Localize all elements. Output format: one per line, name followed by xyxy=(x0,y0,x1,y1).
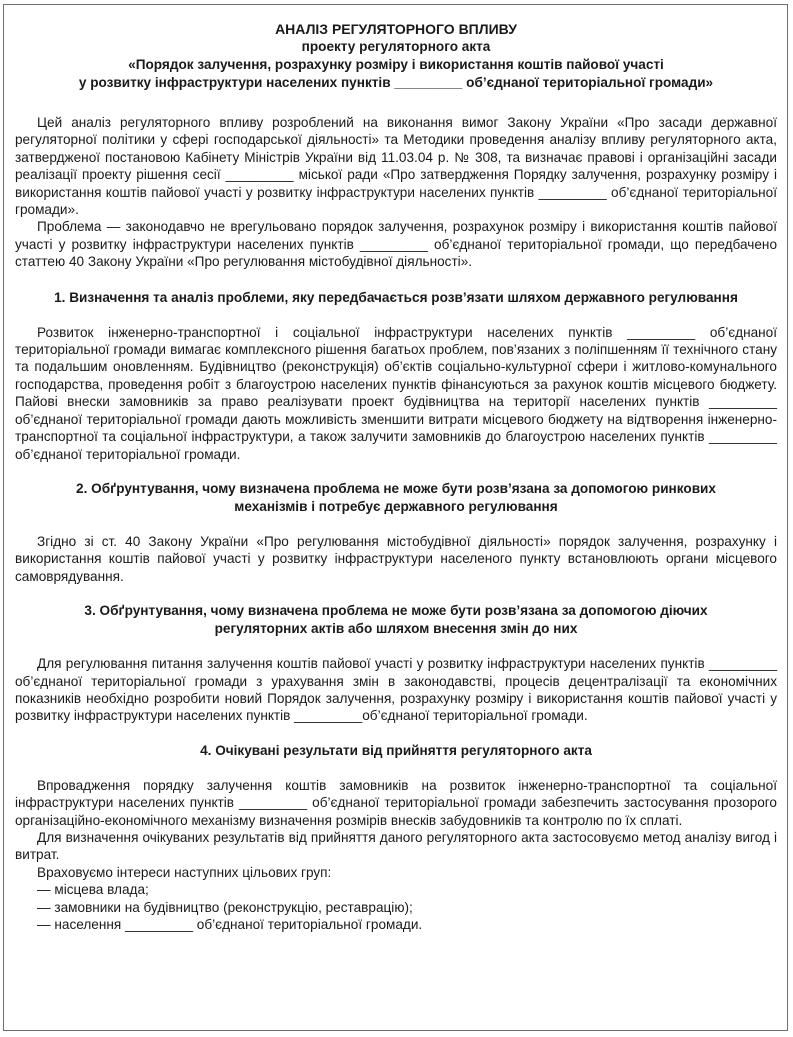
intro-paragraph-2: Проблема — законодавчо не врегульовано порядок залучення, розрахунок розміру і використання коштів пайової участі у розвитку інфраструктури населених пунктів _________ об’єднаної територіальної громади, що передбачено статтею 40 Закону України «Про регулювання містобудівної діяльності». xyxy=(15,219,777,270)
section-3-paragraph: Для регулювання питання залучення коштів пайової участі у розвитку інфраструктури населених пунктів _________ об’єднаної територіальної громади з урахування змін в законодавстві, процесів децентралізації та економічних показників необхідно розробити новий Порядок залучення, розрахунку розміру і використання коштів пайової участі у розвитку інфраструктури населених пунктів _________об’єднаної територіальної громади. xyxy=(15,656,777,724)
list-item: — місцева влада; xyxy=(37,882,149,898)
intro-paragraph-1: Цей аналіз регуляторного впливу розроблений на виконання вимог Закону України «Про засади державної регуляторної політики у сфері господарської діяльності» та Методики проведення аналізу впливу регуляторного акта, затвердженої постановою Кабінету Міністрів України від 11.03.04 р. № 308, та визначає правові і організаційні засади реалізації проекту рішення сесії _________ міської ради «Про затвердження Порядку залучення, розрахунку розміру і використання коштів пайової участі у розвитку інфраструктури населених пунктів _________ об’єднаної територіальної громади». xyxy=(15,115,777,218)
document-subtitle: проекту регуляторного акта xyxy=(301,39,491,54)
section-4-paragraph-2: Для визначення очікуваних результатів від прийняття даного регуляторного акта застосовуємо метод аналізу вигод і витрат. xyxy=(15,829,777,863)
section-4-heading: 4. Очікувані результати від прийняття регуляторного акта xyxy=(200,742,592,758)
document-title: АНАЛІЗ РЕГУЛЯТОРНОГО ВПЛИВУ xyxy=(275,21,517,37)
section-3-heading: 3. Обґрунтування, чому визначена проблема не може бути розв’язана за допомогою діючих регуляторних актів або шляхом внесення змін до них xyxy=(84,603,708,637)
act-name-line-1: «Порядок залучення, розрахунку розміру і використання коштів пайової участі xyxy=(128,57,664,72)
document-body xyxy=(15,20,777,933)
section-1-heading: 1. Визначення та аналіз проблеми, яку передбачається розв’язати шляхом державного регулювання xyxy=(54,289,738,305)
section-2-paragraph: Згідно зі ст. 40 Закону України «Про регулювання містобудівної діяльності» порядок залучення, розрахунку і використання коштів пайової участі у розвитку інфраструктури населеного пункту встановлюють органи місцевого самоврядування. xyxy=(15,533,777,584)
target-groups-list xyxy=(15,864,777,934)
list-item: — населення _________ об’єднаної територіальної громади. xyxy=(37,917,423,932)
section-1-paragraph: Розвиток інженерно-транспортної і соціальної інфраструктури населених пунктів _________ об’єднаної територіальної громади вимагає комплексного рішення багатьох проблем, пов’язаних з поліпшенням її технічного стану та подальшим оновленням. Будівництво (реконструкція) об’єктів соціально-культурної сфери і житлово-комунального господарства, проведення робіт з благоустрою населених пунктів фінансуються за рахунок коштів місцевого бюджету. Пайові внески замовників за право реалізувати проект будівництва на території населених пунктів _________ об’єднаної територіальної громади дають можливість зменшити витрати місцевого бюджету на відтворення інженерно-транспортної та соціальної інфраструктури, а також залучити замовників до благоустрою населених пунктів _________ об’єднаної територіальної громади. xyxy=(15,324,777,462)
section-4-paragraph-1: Впровадження порядку залучення коштів замовників на розвиток інженерно-транспортної та соціальної інфраструктури населених пунктів _________ об’єднаної територіальної громади забезпечить застосування прозорого організаційно-економічного механізму визначення розмірів внесків забудовників та контролю по їх сплаті. xyxy=(15,777,777,828)
section-2-heading: 2. Обґрунтування, чому визначена проблема не може бути розв’язана за допомогою ринкових механізмів і потребує державного регулювання xyxy=(76,480,716,514)
act-name-line-2: у розвитку інфраструктури населених пунктів _________ об’єднаної територіальної громади» xyxy=(78,75,714,90)
target-groups-intro: Враховуємо інтереси наступних цільових груп: xyxy=(37,864,332,880)
list-item: — замовники на будівництво (реконструкцію, реставрацію); xyxy=(37,899,413,915)
